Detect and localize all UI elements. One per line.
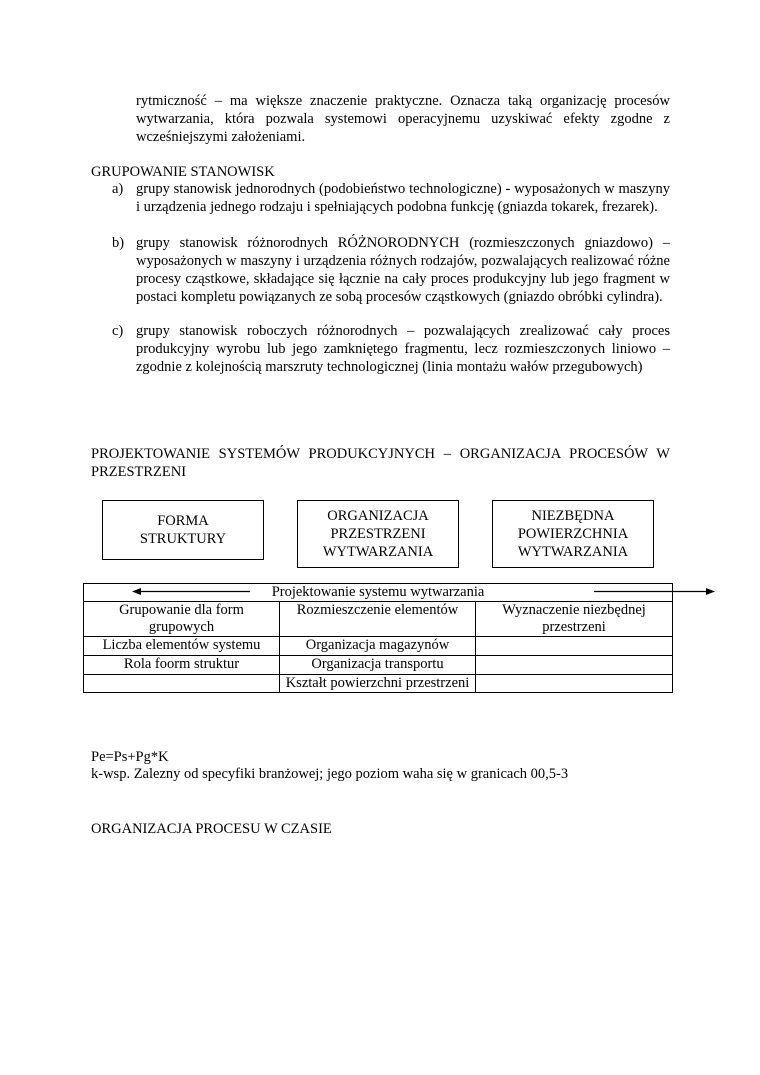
box-line: ORGANIZACJA — [327, 508, 429, 524]
table-banner-row — [84, 584, 673, 602]
box-line: PRZESTRZENI — [330, 526, 426, 542]
list-item-text: grupy stanowisk różnorodnych RÓŻNORODNYCH (rozmieszczonych gniazdowo) – wyposażonych w maszyny i urządzenia różnych rodzajów, pozwalających realizować różne procesy cząstkowe, składające się łącznie na cały proces produkcyjny lub jego fragment w postaci kompletu powiązanych ze sobą procesów cząstkowych (gniazdo obróbki cylindra). — [136, 235, 670, 305]
grouping-heading: GRUPOWANIE STANOWISK — [91, 164, 275, 180]
list-item-a — [112, 180, 670, 216]
table-cell: Rozmieszczenie elementów — [280, 602, 476, 637]
list-item-b — [112, 234, 670, 306]
arrow-left-icon — [132, 584, 252, 601]
table-row — [84, 656, 673, 675]
table-cell: Kształt powierzchni przestrzeni — [280, 675, 476, 693]
list-item-text: grupy stanowisk jednorodnych (podobieństwo technologiczne) - wyposażonych w maszyny i urządzenia jednego rodzaju i spełniających podobna funkcję (gniazda tokarek, frezarek). — [136, 181, 670, 215]
table-cell: Liczba elementów systemu — [84, 637, 280, 656]
list-marker: b) — [112, 235, 125, 251]
table-row — [84, 675, 673, 693]
box-line: WYTWARZANIA — [322, 544, 434, 560]
table-cell: Rola foorm struktur — [84, 656, 280, 675]
list-item-text: grupy stanowisk roboczych różnorodnych – pozwalających zrealizować cały proces produkcyjny wyrobu lub jego zamkniętego fragmentu, lecz rozmieszczonych liniowo – zgodnie z kolejnością marszruty technologicznej (linia montażu wałów przegubowych) — [136, 323, 670, 375]
table-cell — [476, 656, 673, 675]
list-marker: a) — [112, 181, 124, 197]
arrow-right-icon — [594, 584, 716, 601]
time-heading: ORGANIZACJA PROCESU W CZASIE — [91, 821, 332, 837]
table-row — [84, 602, 673, 637]
box-line: STRUKTURY — [139, 531, 227, 547]
design-heading: PROJEKTOWANIE SYSTEMÓW PRODUKCYJNYCH – ORGANIZACJA PROCESÓW W PRZESTRZENI — [91, 446, 670, 480]
list-item-c — [112, 322, 670, 376]
box-organizacja-przestrzeni — [297, 500, 459, 568]
box-line: NIEZBĘDNA — [531, 508, 615, 524]
table-cell: Wyznaczenie niezbędnej przestrzeni — [476, 602, 673, 637]
table-cell — [84, 675, 280, 693]
table-cell: Organizacja transportu — [280, 656, 476, 675]
box-forma-struktury — [102, 500, 264, 560]
list-marker: c) — [112, 323, 124, 339]
box-line: POWIERZCHNIA — [517, 526, 629, 542]
intro-paragraph: rytmiczność – ma większe znaczenie praktyczne. Oznacza taką organizację procesów wytwarzania, która pozwala systemowi operacyjnemu uzyskiwać efekty zgodne z wcześniejszymi założeniami. — [136, 93, 670, 145]
table-cell: Grupowanie dla form grupowych — [84, 602, 280, 637]
box-niezbedna-powierzchnia — [492, 500, 654, 568]
design-table — [83, 583, 673, 693]
table-row — [84, 637, 673, 656]
formula-note: k-wsp. Zalezny od specyfiki branżowej; jego poziom waha się w granicach 00,5-3 — [91, 766, 569, 782]
box-line: WYTWARZANIA — [517, 544, 629, 560]
table-cell: Organizacja magazynów — [280, 637, 476, 656]
formula-equation: Pe=Ps+Pg*K — [91, 749, 169, 765]
table-cell — [476, 637, 673, 656]
box-line: FORMA — [157, 513, 209, 529]
table-banner-label: Projektowanie systemu wytwarzania — [271, 584, 485, 600]
table-cell — [476, 675, 673, 693]
